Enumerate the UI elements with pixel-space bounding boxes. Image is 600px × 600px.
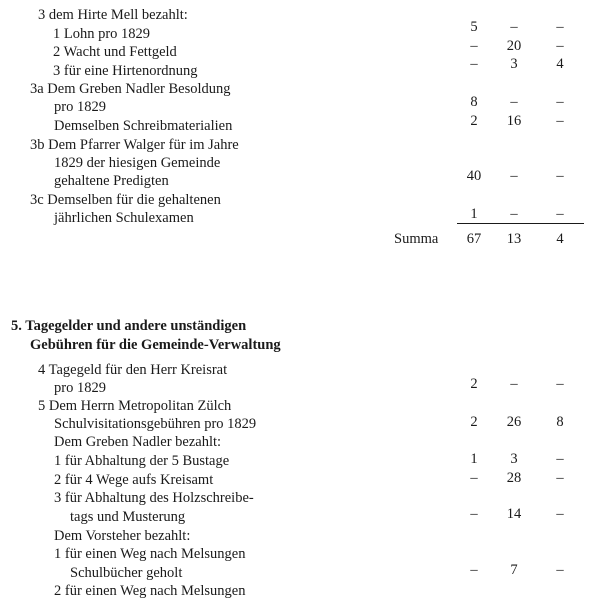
item-3a-1-col3: – [556,94,564,110]
item-5-col3: 8 [556,414,564,430]
item-5-2-col3: – [556,470,564,486]
item-3-2-col1: – [470,38,478,54]
item-3c-col1: 1 [470,206,478,222]
item-4-col2: – [510,376,518,392]
item-3a-1-col1: 8 [470,94,478,110]
item-5-2-col2: 28 [506,470,522,486]
item-5-3-col3: – [556,506,564,522]
item-3a-2-col3: – [556,113,564,129]
item-3a-line-1: 3a Dem Greben Nadler Besoldung [30,81,231,97]
item-3-heading: 3 dem Hirte Mell bezahlt: [38,7,188,23]
item-5-1-col3: – [556,451,564,467]
item-5-1-col2: 3 [510,451,518,467]
item-5-3-col2: 14 [506,506,522,522]
item-5-2-col1: – [470,470,478,486]
item-3-1-col2: – [510,19,518,35]
summa-label: Summa [394,231,439,247]
item-5-3-col1: – [470,506,478,522]
summa-col2: 13 [506,231,522,247]
item-3c-line-1: 3c Demselben für die gehaltenen [30,192,221,208]
item-3-3-col3: 4 [556,56,564,72]
item-5-col2: 26 [506,414,522,430]
item-4-line-2: pro 1829 [54,380,106,396]
summa-col3: 4 [556,231,564,247]
item-3-2-label: 2 Wacht und Fettgeld [53,44,177,60]
item-3-3-label: 3 für eine Hirtenordnung [53,63,198,79]
item-5-line-2: Schulvisitationsgebühren pro 1829 [54,416,257,432]
greben-nadler-heading: Dem Greben Nadler bezahlt: [54,434,222,450]
item-4-col3: – [556,376,564,392]
summa-rule [457,223,584,224]
vorsteher-1-col2: 7 [510,562,518,578]
vorsteher-heading: Dem Vorsteher bezahlt: [54,528,191,544]
item-3-3-col1: – [470,56,478,72]
section-5-heading-line-1: 5. Tagegelder und andere unständigen [11,318,247,334]
section-5-heading-line-2: Gebühren für die Gemeinde-Verwaltung [30,337,281,353]
item-4-line-1: 4 Tagegeld für den Herr Kreisrat [38,362,228,378]
item-3c-line-2: jährlichen Schulexamen [54,210,194,226]
item-5-line-1: 5 Dem Herrn Metropolitan Zülch [38,398,232,414]
item-3a-2-col1: 2 [470,113,478,129]
item-3a-1-col2: – [510,94,518,110]
vorsteher-1-line-2: Schulbücher geholt [70,565,183,581]
item-3c-col2: – [510,206,518,222]
item-3-1-col1: 5 [470,19,478,35]
item-3b-col3: – [556,168,564,184]
vorsteher-1-line-1: 1 für einen Weg nach Melsungen [54,546,246,562]
item-3b-col2: – [510,168,518,184]
vorsteher-1-col1: – [470,562,478,578]
item-5-col1: 2 [470,414,478,430]
item-3-1-label: 1 Lohn pro 1829 [53,26,151,42]
item-3b-line-3: gehaltene Predigten [54,173,169,189]
item-3a-line-3: Demselben Schreibmaterialien [54,118,233,134]
item-3a-2-col2: 16 [506,113,522,129]
item-5-1-label: 1 für Abhaltung der 5 Bustage [54,453,230,469]
item-5-3-line-1: 3 für Abhaltung des Holzschreibe- [54,490,254,506]
item-4-col1: 2 [470,376,478,392]
item-3-2-col3: – [556,38,564,54]
item-3c-col3: – [556,206,564,222]
item-3-1-col3: – [556,19,564,35]
item-3-2-col2: 20 [506,38,522,54]
vorsteher-1-col3: – [556,562,564,578]
item-5-1-col1: 1 [470,451,478,467]
item-5-2-label: 2 für 4 Wege aufs Kreisamt [54,472,214,488]
vorsteher-2-line-1: 2 für einen Weg nach Melsungen [54,583,246,599]
item-3b-col1: 40 [466,168,482,184]
item-5-3-line-2: tags und Musterung [70,509,186,525]
item-3a-line-2: pro 1829 [54,99,106,115]
summa-col1: 67 [466,231,482,247]
item-3-3-col2: 3 [510,56,518,72]
item-3b-line-1: 3b Dem Pfarrer Walger für im Jahre [30,137,239,153]
item-3b-line-2: 1829 der hiesigen Gemeinde [54,155,221,171]
